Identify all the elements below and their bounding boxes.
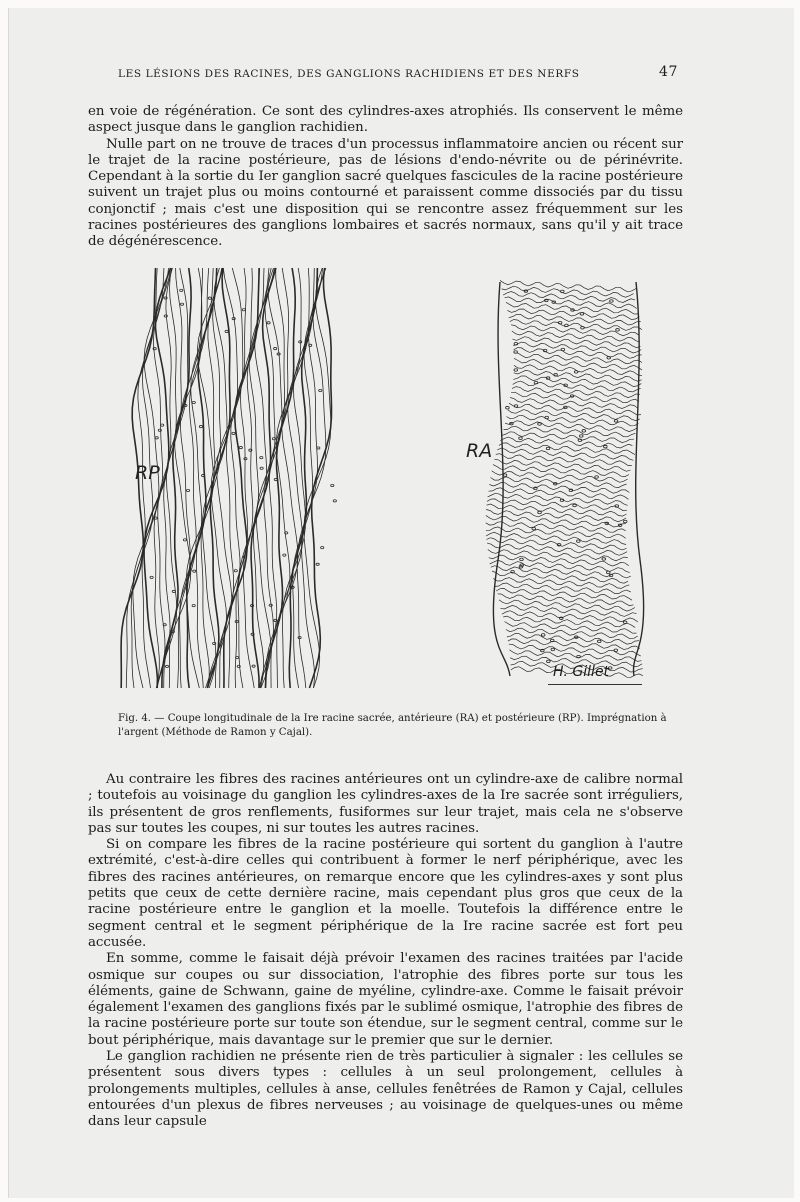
figure-label-ra: RA — [466, 440, 493, 462]
figure-caption — [118, 712, 668, 740]
paragraph: Si on compare les fibres de la racine postérieure qui sortent du ganglion à l'autre extrémité, c'est-à-dire celles qui contribuent à former le nerf périphérique, avec les fibres des racines antérieures, on remarque encore que les cylindres-axes y sont plus petits que ceux de cette dernière racine, mais cependant plus gros que ceux de la racine postérieure entre le ganglion et la moelle. Toutefois la différence entre le segment central et le segment périphérique de la Ire racine sacrée est fort peu accusée. — [88, 837, 683, 950]
paragraph: Au contraire les fibres des racines antérieures ont un cylindre-axe de calibre normal ; toutefois au voisinage du ganglion les cylindres-axes de la Ire sacrée sont irréguliers, ils présentent de gros renflements, fusiformes sur leur trajet, mais cela ne s'observe pas sur toutes les coupes, ni sur toutes les autres racines. — [88, 772, 683, 836]
body-text-bottom — [88, 772, 683, 1131]
running-title: LES LÉSIONS DES RACINES, DES GANGLIONS RACHIDIENS ET DES NERFS — [118, 68, 580, 80]
body-text-top — [88, 104, 683, 251]
artist-signature: H. Gillet — [553, 664, 610, 680]
page-number: 47 — [658, 64, 678, 80]
paragraph: Nulle part on ne trouve de traces d'un processus inflammatoire ancien ou récent sur le trajet de la racine postérieure, pas de lésions d'endo-névrite ou de périnévrite. Cependant à la sortie du Ier ganglion sacré quelques fascicules de la racine postérieure suivent un trajet plus ou moins contourné et paraissent comme dissociés par du tissu conjonctif ; mais c'est une disposition qui se rencontre assez fréquemment sur les racines postérieures des ganglions lombaires et sacrés normaux, sans qu'il y ait trace de dégénérescence. — [88, 136, 683, 250]
paragraph: En somme, comme le faisait déjà prévoir l'examen des racines traitées par l'acide osmique sur coupes ou sur dissociation, l'atrophie des fibres porte sur tous les éléments, gaine de Schwann, gaine de myéline, cylindre-axe. Comme le faisait prévoir également l'examen des ganglions fixés par le sublimé osmique, l'atrophie des fibres de la racine postérieure porte sur toute son étendue, sur le segment central, comme sur le bout périphérique, mais davantage sur le premier que sur le dernier. — [88, 951, 683, 1048]
paragraph: en voie de régénération. Ce sont des cylindres-axes atrophiés. Ils conservent le même aspect jusque dans le ganglion rachidien. — [88, 104, 683, 136]
figure-label-rp: RP — [135, 462, 160, 484]
paragraph: Le ganglion rachidien ne présente rien de très particulier à signaler : les cellules se présentent sous divers types : cellules à un seul prolongement, cellules à prolongements multiples, cellules à anse, cellules fenêtrées de Ramon y Cajal, cellules entourées d'un plexus de fibres nerveuses ; au voisinage de quelques-unes ou même dans leur capsule — [88, 1049, 683, 1130]
signature-underline — [548, 684, 642, 685]
running-header — [118, 64, 678, 84]
caption-text: Fig. 4. — Coupe longitudinale de la Ire racine sacrée, antérieure (RA) et postérieure (RP). Imprégnation à l'argent (Méthode de Ramon y Cajal). — [118, 713, 667, 738]
